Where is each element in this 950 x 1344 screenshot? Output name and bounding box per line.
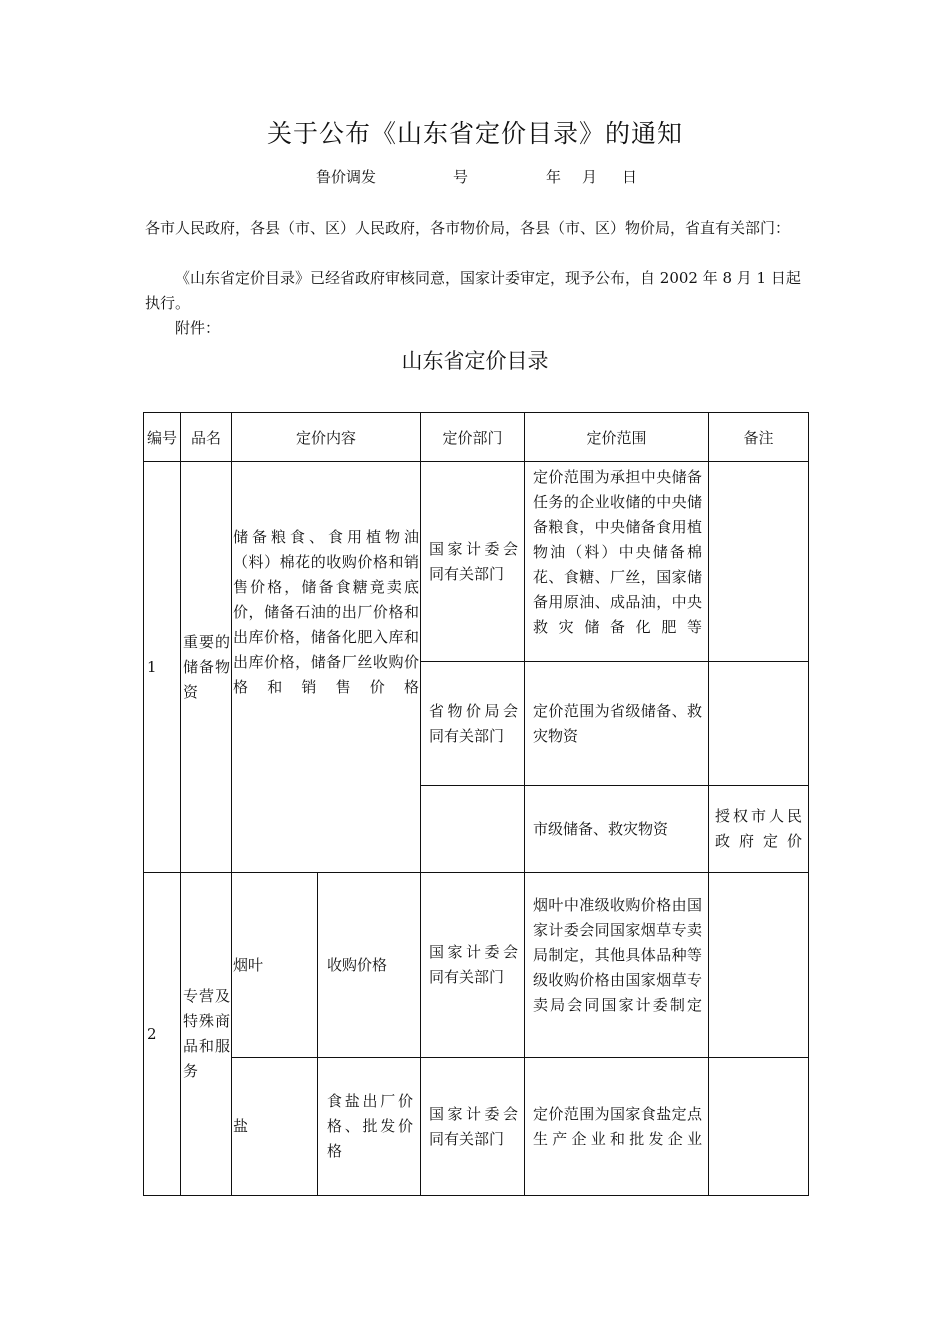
row2-sub2-scope-text: 定价范围为国家食盐定点生产企业和批发企业 (533, 1104, 703, 1148)
notice-title: 关于公布《山东省定价目录》的通知 (266, 119, 683, 148)
doc-number-day: 日 (622, 168, 638, 186)
header-no: 编号 (144, 413, 181, 462)
row2-name (181, 873, 232, 1196)
row1-name (181, 462, 232, 873)
row1-sub1-scope (525, 462, 709, 662)
row2-sub1-item-text: 烟叶 (233, 955, 264, 974)
row2-sub1-remark (709, 873, 809, 1058)
row1-sub2-remark (709, 662, 809, 786)
table-header-row (144, 413, 809, 462)
row1-sub3-remark (709, 786, 809, 873)
row1-sub2-dept (421, 662, 525, 786)
header-content: 定价内容 (232, 413, 421, 462)
row1-content (232, 462, 421, 873)
row2-name-text: 专营及特殊商品和服务 (183, 987, 230, 1080)
row2-sub2-scope (525, 1058, 709, 1196)
table-row (144, 1058, 809, 1196)
row1-sub2-dept-text: 省物价局会同有关部门 (429, 701, 519, 745)
body-paragraph: 《山东省定价目录》已经省政府审核同意，国家计委审定，现予公布，自 2002 年 8 月 1 日起执行。 (145, 269, 801, 312)
attachment-label: 附件： (175, 319, 221, 337)
row2-sub2-dept (421, 1058, 525, 1196)
row1-sub2-scope (525, 662, 709, 786)
table-row (144, 873, 809, 1058)
row2-sub2-dept-text: 国家计委会同有关部门 (429, 1104, 519, 1148)
row1-sub1-dept (421, 462, 525, 662)
table-row (144, 462, 809, 662)
doc-number-hao: 号 (453, 168, 469, 186)
row1-sub2-scope-text: 定价范围为省级储备、救灾物资 (533, 701, 703, 745)
row1-name-text: 重要的储备物资 (183, 632, 230, 701)
recipients-paragraph: 各市人民政府，各县（市、区）人民政府，各市物价局，各县（市、区）物价局，省直有关部门： (145, 219, 791, 237)
row1-sub3-dept (421, 786, 525, 873)
row1-sub1-dept-text: 国家计委会同有关部门 (429, 539, 519, 583)
doc-number-month: 月 (582, 168, 598, 186)
document-number (0, 166, 950, 186)
row2-no: 2 (144, 873, 181, 1196)
row1-sub3-scope-text: 市级储备、救灾物资 (533, 819, 669, 838)
row2-sub1-scope-text: 烟叶中准级收购价格由国家计委会同国家烟草专卖局制定，其他具体品种等级收购价格由国家烟草专卖局会同国家计委制定 (533, 895, 703, 1014)
header-remark: 备注 (709, 413, 809, 462)
row2-sub1-content-text: 收购价格 (327, 955, 388, 974)
row2-sub2-item-text: 盐 (233, 1117, 249, 1135)
row1-content-text: 储备粮食、食用植物油（料）棉花的收购价格和销售价格，储备食糖竟卖底价，储备石油的出厂价格和出库价格，储备化肥入库和出库价格，储备厂丝收购价格和销售价格 (233, 527, 420, 696)
row1-sub3-scope (525, 786, 709, 873)
pricing-catalog-table (143, 412, 809, 1196)
row2-sub2-content (318, 1058, 421, 1196)
row2-sub1-scope (525, 873, 709, 1058)
row1-sub1-remark (709, 462, 809, 662)
header-name: 品名 (181, 413, 232, 462)
row2-sub2-item (232, 1058, 318, 1196)
row1-no: 1 (144, 462, 181, 873)
row2-sub1-dept-text: 国家计委会同有关部门 (429, 943, 519, 986)
header-dept: 定价部门 (421, 413, 525, 462)
row2-sub1-content (318, 873, 421, 1058)
row2-sub2-remark (709, 1058, 809, 1196)
row2-sub1-item (232, 873, 318, 1058)
doc-number-year: 年 (546, 168, 562, 186)
catalog-title: 山东省定价目录 (401, 349, 549, 373)
doc-number-prefix: 鲁价调发 (316, 168, 377, 186)
row2-sub2-content-text: 食盐出厂价格、批发价格 (327, 1092, 414, 1160)
row1-sub3-remark-text: 授权市人民政府定价 (715, 807, 803, 850)
header-scope: 定价范围 (525, 413, 709, 462)
row1-sub1-scope-text: 定价范围为承担中央储备任务的企业收储的中央储备粮食，中央储备食用植物油（料）中央储备棉花、食糖、厂丝，国家储备用原油、成品油，中央救灾储备化肥等 (533, 468, 703, 636)
row2-sub1-dept (421, 873, 525, 1058)
